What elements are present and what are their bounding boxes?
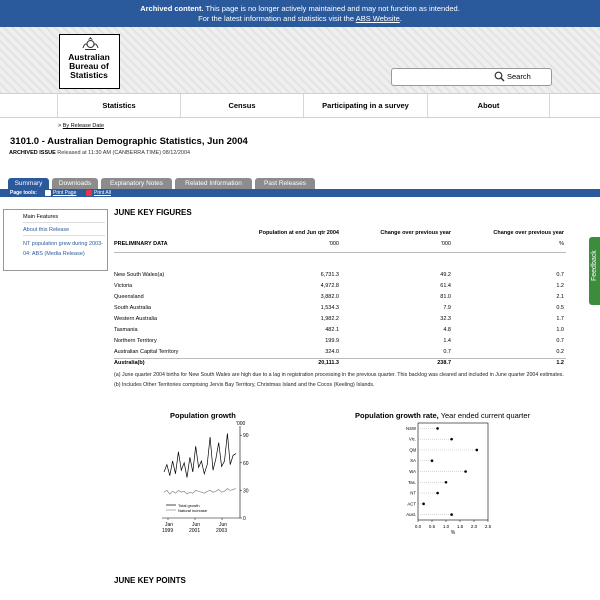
- row-name: New South Wales(a): [114, 272, 165, 278]
- row-population: 324.0: [325, 349, 339, 355]
- row-change-pct: 0.5: [556, 305, 564, 311]
- x-tick-label: 1.5: [456, 524, 464, 529]
- x-tick-label: 0.5: [428, 524, 436, 529]
- y-tick-label: 60: [243, 460, 249, 467]
- print-all-link[interactable]: Print All: [94, 190, 111, 196]
- row-change: 49.2: [440, 272, 451, 278]
- archive-banner: [0, 0, 600, 27]
- row-population: 482.1: [325, 327, 339, 333]
- print-page-link[interactable]: Print Page: [53, 190, 77, 196]
- col-header-change: Change over previous year: [380, 230, 451, 236]
- logo-line-3: Statistics: [70, 70, 108, 80]
- category-label: WA: [409, 469, 416, 474]
- row-change-pct: 1.2: [556, 283, 564, 289]
- data-point: [450, 513, 453, 516]
- page-tools-bar: [0, 189, 600, 197]
- unit-change: '000: [440, 241, 451, 247]
- archive-strong: Archived content.: [140, 4, 204, 13]
- table-rule: [114, 252, 566, 253]
- tab-summary[interactable]: Summary: [8, 178, 49, 189]
- x-axis-label: %: [450, 530, 456, 536]
- series-total-growth: [164, 433, 236, 477]
- row-change: 0.7: [443, 349, 451, 355]
- y-unit-label: '000: [236, 421, 246, 427]
- row-name: South Australia: [114, 305, 151, 311]
- nav-census[interactable]: Census: [180, 94, 303, 118]
- tab-past-releases[interactable]: Past Releases: [255, 178, 315, 189]
- logo-line-2: Bureau of: [69, 61, 109, 71]
- row-change-pct: 1.2: [556, 360, 564, 366]
- population-growth-chart: [154, 420, 264, 545]
- row-change: 238.7: [437, 360, 451, 366]
- y-tick-label: 0: [243, 516, 246, 522]
- search-button[interactable]: [507, 70, 531, 84]
- unit-population: '000: [328, 241, 339, 247]
- x-tick-label: 2.5: [484, 524, 492, 529]
- row-change-pct: 0.2: [556, 349, 564, 355]
- table-row: [114, 336, 566, 347]
- coat-of-arms-icon: [81, 36, 100, 51]
- category-label: Tas.: [408, 479, 416, 485]
- table-row: [114, 325, 566, 336]
- note-b: (b) Includes Other Territories comprising Jervis Bay Territory, Christmas Island and the Cocos (Keeling) Islands.: [114, 382, 375, 388]
- breadcrumb-link[interactable]: By Release Date: [62, 123, 105, 129]
- table-row: [114, 281, 566, 292]
- row-change-pct: 0.7: [556, 272, 564, 278]
- legend-natural-increase: Natural increase: [178, 508, 208, 513]
- row-name: Northern Territory: [114, 338, 157, 344]
- table-row: [114, 347, 566, 358]
- row-change-pct: 1.0: [556, 327, 564, 333]
- chart1-title-text: Population growth: [170, 411, 236, 420]
- data-point: [450, 438, 453, 441]
- data-point: [436, 492, 439, 495]
- y-tick-label: 30: [243, 488, 249, 495]
- abs-website-link[interactable]: ABS Website: [355, 13, 400, 23]
- category-label: Qld: [409, 447, 416, 453]
- search-button-label: Search: [507, 72, 531, 81]
- series-natural-increase: [164, 489, 236, 495]
- row-change: 32.3: [440, 316, 451, 322]
- table-row: [114, 358, 566, 369]
- sidebar-item-media-release[interactable]: NT population grew during 2003-04: ABS (Media Release): [23, 241, 104, 257]
- x-tick-label-year: 2001: [189, 528, 201, 534]
- table-row: [114, 270, 566, 281]
- tab-explanatory-notes[interactable]: Explanatory Notes: [101, 178, 172, 189]
- row-change-pct: 1.7: [556, 316, 564, 322]
- nav-about[interactable]: About: [427, 94, 550, 118]
- x-tick-label: 0.0: [414, 524, 422, 529]
- search-input[interactable]: [391, 68, 552, 86]
- legend-total-growth: Total growth: [178, 503, 200, 508]
- tab-downloads[interactable]: Downloads: [52, 178, 98, 189]
- table-row: [114, 292, 566, 303]
- row-population: 1,982.2: [320, 316, 339, 322]
- row-change: 81.0: [440, 294, 451, 300]
- note-a: (a) June quarter 2004 births for New South Wales are high due to a lag in registration processing in the previous quarter. This backlog was cleared and included in June quarter 2004 estimates.: [114, 372, 564, 378]
- sidebar-box: [3, 209, 108, 271]
- x-tick-label-year: 2003: [216, 528, 228, 534]
- feedback-label: Feedback: [591, 250, 598, 281]
- x-tick-label: Jun: [219, 522, 228, 528]
- print-all-icon: [86, 190, 92, 196]
- chart2-title-bold: Population growth rate,: [355, 411, 439, 420]
- data-point: [476, 449, 479, 452]
- row-population: 1,534.3: [320, 305, 339, 311]
- category-label: NT: [410, 490, 416, 496]
- col-header-population: Population at end Jun qtr 2004: [258, 230, 339, 236]
- row-name: Tasmania: [114, 327, 138, 333]
- chart1-title: [170, 411, 236, 420]
- archive-period: .: [399, 13, 402, 23]
- logo-line-1: Australian: [68, 52, 110, 62]
- main-nav: [0, 93, 600, 118]
- row-population: 199.9: [325, 338, 339, 344]
- key-points-heading: JUNE KEY POINTS: [114, 576, 186, 585]
- page-tools-label: Page tools:: [10, 190, 37, 196]
- row-change: 4.8: [443, 327, 451, 333]
- row-change-pct: 2.1: [556, 294, 564, 300]
- table-rule-bottom: [114, 358, 566, 359]
- key-figures-heading: JUNE KEY FIGURES: [114, 208, 192, 217]
- prelim-label: PRELIMINARY DATA: [114, 241, 168, 247]
- feedback-tab[interactable]: [589, 237, 600, 305]
- sidebar-item-about[interactable]: About this Release: [23, 225, 105, 236]
- data-point: [436, 427, 439, 430]
- row-population: 4,972.8: [320, 283, 339, 289]
- issue-label: ARCHIVED ISSUE: [9, 150, 56, 156]
- row-name: Western Australia: [114, 316, 158, 322]
- x-tick-label: 2.0: [470, 524, 478, 529]
- category-label: Aust.: [406, 512, 416, 518]
- page-title: 3101.0 - Australian Demographic Statistics, Jun 2004: [10, 136, 248, 147]
- data-point: [431, 459, 434, 462]
- col-header-change-pct: Change over previous year: [493, 230, 564, 236]
- row-change: 7.9: [443, 305, 451, 311]
- data-point: [445, 481, 448, 484]
- table-row: [114, 303, 566, 314]
- x-tick-label: Jan: [165, 522, 174, 528]
- table-notes: [114, 370, 600, 390]
- row-name: Victoria: [114, 283, 133, 289]
- site-header: [0, 27, 600, 93]
- y-tick-label: 90: [243, 433, 249, 440]
- tab-related-information[interactable]: Related Information: [175, 178, 252, 189]
- row-population: 20,111.3: [318, 360, 339, 366]
- category-label: SA: [410, 458, 416, 464]
- row-population: 6,731.3: [320, 272, 339, 278]
- row-change-pct: 0.7: [556, 338, 564, 344]
- issue-info: [9, 150, 190, 156]
- x-tick-label-year: 1999: [162, 528, 174, 534]
- x-tick-label: Jun: [192, 522, 201, 528]
- issue-text: Released at 11:30 AM (CANBERRA TIME) 08/12/2004: [55, 150, 191, 156]
- x-tick-label: 1.0: [442, 524, 450, 529]
- archive-text-2: For the latest information and statistics visit the: [198, 13, 356, 23]
- category-label: Vic.: [408, 436, 416, 442]
- data-point: [464, 470, 467, 473]
- category-label: NSW: [405, 425, 416, 431]
- row-change: 1.4: [443, 338, 451, 344]
- nav-participating[interactable]: Participating in a survey: [303, 94, 427, 118]
- data-point: [422, 503, 425, 506]
- nav-statistics[interactable]: Statistics: [57, 94, 180, 118]
- row-name: Australian Capital Territory: [114, 349, 179, 355]
- row-change: 61.4: [440, 283, 451, 289]
- row-population: 3,882.0: [320, 294, 339, 300]
- row-name: Queensland: [114, 294, 144, 300]
- row-name: Australia(b): [114, 360, 145, 366]
- archive-text: This page is no longer actively maintained and may not function as intended.: [203, 4, 460, 13]
- sidebar-title: Main Features: [23, 212, 105, 223]
- chart2-title-rest: Year ended current quarter: [438, 411, 531, 420]
- unit-change-pct: %: [559, 241, 564, 247]
- table-row: [114, 314, 566, 325]
- breadcrumb: [58, 123, 104, 129]
- breadcrumb-sep: >: [58, 123, 63, 129]
- chart2-title: [355, 411, 530, 420]
- print-page-icon: [45, 190, 51, 196]
- logo-text: [60, 53, 118, 80]
- abs-logo[interactable]: [59, 34, 120, 89]
- search-icon: [494, 71, 505, 82]
- category-label: ACT: [407, 501, 416, 507]
- growth-rate-chart: [400, 420, 495, 545]
